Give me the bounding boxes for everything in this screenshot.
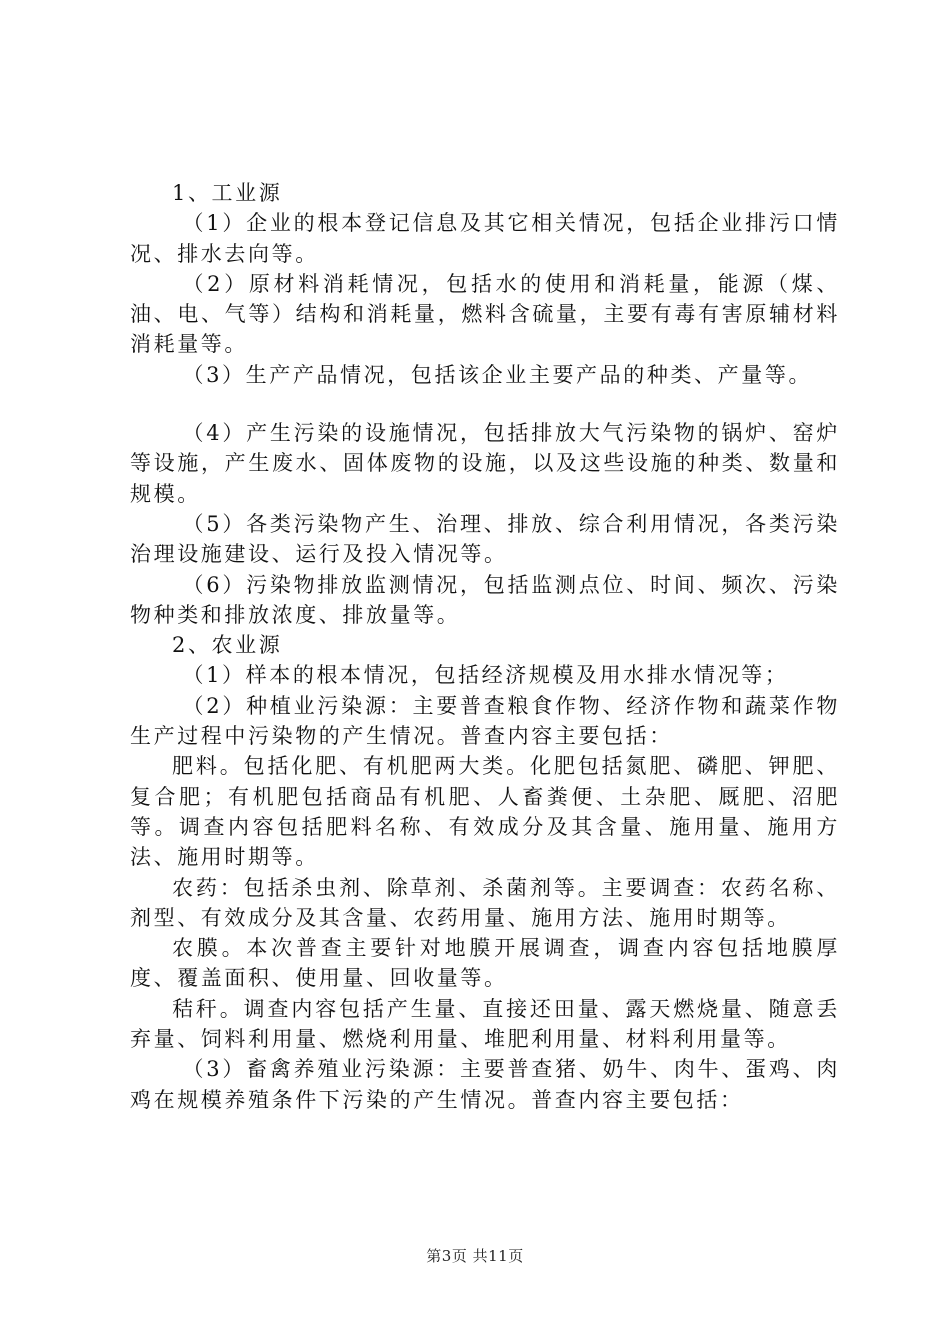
paragraph-agri-item-2: （2）种植业污染源：主要普查粮食作物、经济作物和蔬菜作物生产过程中污染物的产生情况。普查内容主要包括：	[130, 693, 840, 749]
heading-agricultural-source: 2、农业源	[172, 633, 283, 658]
paragraph-pesticide: 农药：包括杀虫剂、除草剂、杀菌剂等。主要调查：农药名称、剂型、有效成分及其含量、农药用量、施用方法、施用时期等。	[130, 875, 840, 930]
paragraph-item-3: （3）生产产品情况，包括该企业主要产品的种类、产量等。	[182, 362, 813, 387]
paragraph-agri-item-3: （3）畜禽养殖业污染源：主要普查猪、奶牛、肉牛、蛋鸡、肉鸡在规模养殖条件下污染的产生情况。普查内容主要包括：	[130, 1057, 840, 1112]
paragraph-item-1: （1）企业的根本登记信息及其它相关情况，包括企业排污口情况、排水去向等。	[130, 211, 840, 266]
paragraph-item-2: （2）原材料消耗情况，包括水的使用和消耗量，能源（煤、油、电、气等）结构和消耗量，燃料含硫量，主要有毒有害原辅材料消耗量等。	[130, 271, 840, 357]
paragraph-item-5: （5）各类污染物产生、治理、排放、综合利用情况，各类污染治理设施建设、运行及投入情况等。	[130, 511, 840, 567]
page-number-footer: 第3页 共11页	[426, 1247, 524, 1265]
paragraph-agri-item-1: （1）样本的根本情况，包括经济规模及用水排水情况等；	[182, 663, 789, 688]
paragraph-fertilizer: 肥料。包括化肥、有机肥两大类。化肥包括氮肥、磷肥、钾肥、复合肥；有机肥包括商品有机肥、人畜粪便、土杂肥、厩肥、沼肥等。调查内容包括肥料名称、有效成分及其含量、施用量、施用方法、施用时期等。	[130, 754, 840, 870]
heading-industrial-source: 1、工业源	[172, 181, 283, 205]
paragraph-item-4: （4）产生污染的设施情况，包括排放大气污染物的锅炉、窑炉等设施，产生废水、固体废物的设施，以及这些设施的种类、数量和规模。	[130, 421, 840, 506]
document-body	[130, 178, 840, 1115]
paragraph-agricultural-film: 农膜。本次普查主要针对地膜开展调查，调查内容包括地膜厚度、覆盖面积、使用量、回收量等。	[130, 936, 840, 991]
paragraph-straw: 秸秆。调查内容包括产生量、直接还田量、露天燃烧量、随意丢弃量、饲料利用量、燃烧利用量、堆肥利用量、材料利用量等。	[130, 996, 840, 1052]
paragraph-item-6: （6）污染物排放监测情况，包括监测点位、时间、频次、污染物种类和排放浓度、排放量等。	[130, 572, 840, 627]
